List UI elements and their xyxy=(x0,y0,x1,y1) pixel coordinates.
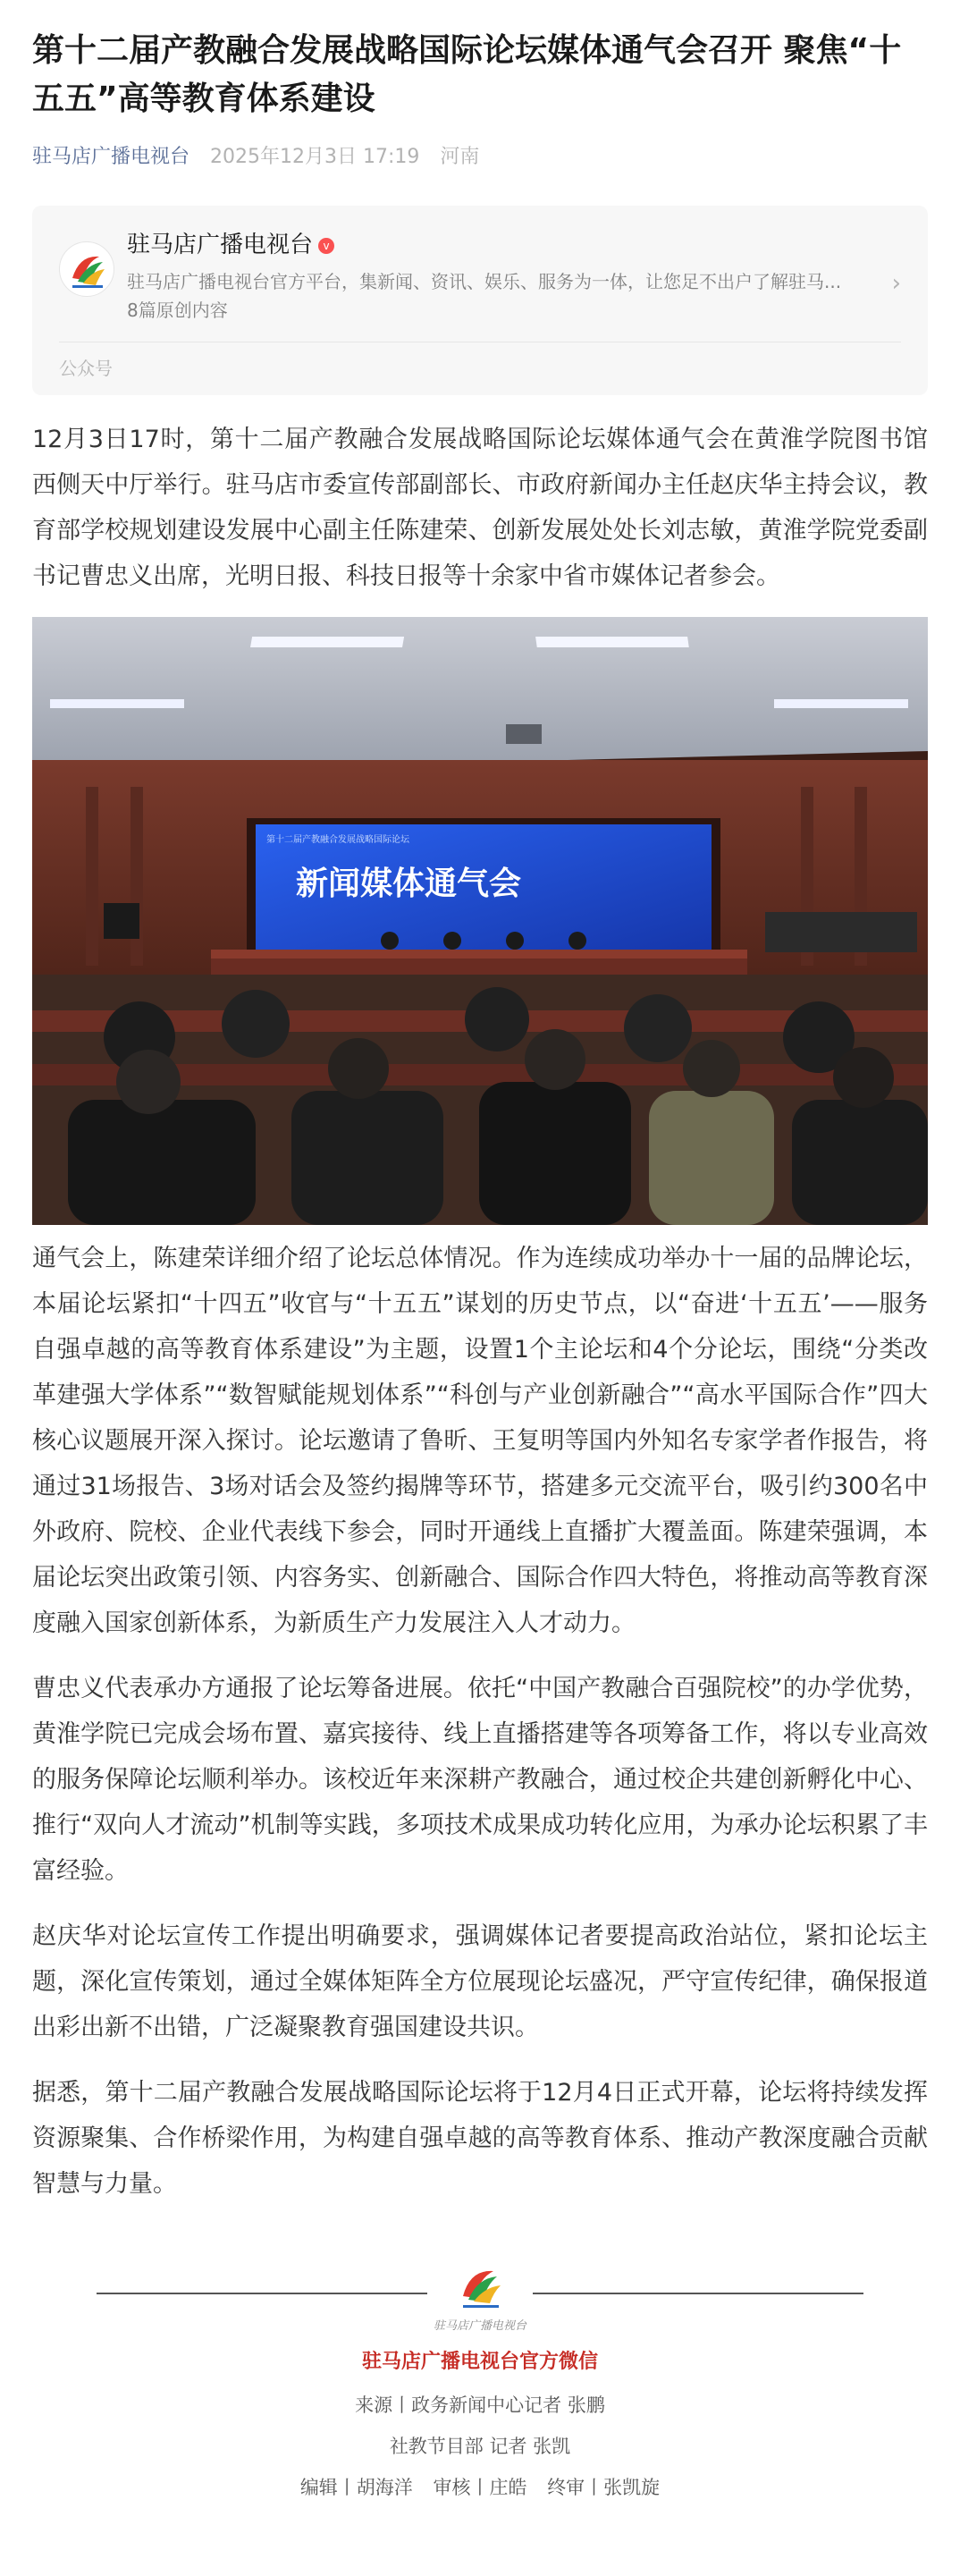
screen-subtitle: 第十二届产教融合发展战略国际论坛 xyxy=(266,835,409,845)
account-kind: 公众号 xyxy=(59,358,113,379)
footer-credit-editors xyxy=(32,2473,928,2500)
footer-line-right xyxy=(533,2293,863,2294)
publish-date: 2025年12月3日 17:19 xyxy=(210,146,420,168)
footer-reviewer: 审核丨庄皓 xyxy=(433,2477,527,2498)
original-count: 8篇原创内容 xyxy=(127,300,228,321)
screen-title: 新闻媒体通气会 xyxy=(296,866,522,902)
verified-icon: v xyxy=(318,238,334,254)
footer-editor: 编辑丨胡海洋 xyxy=(299,2477,413,2498)
account-description: 驻马店广播电视台官方平台，集新闻、资讯、娱乐、服务为一体，让您足不出户了解驻马... xyxy=(127,271,842,292)
article-title: 第十二届产教融合发展战略国际论坛媒体通气会召开 聚焦“十五五”高等教育体系建设 xyxy=(32,32,902,117)
account-name xyxy=(127,229,334,261)
footer xyxy=(32,2260,928,2529)
paragraph-2: 通气会上，陈建荣详细介绍了论坛总体情况。作为连续成功举办十一届的品牌论坛，本届论坛紧扣“十四五”收官与“十五五”谋划的历史节点，以“奋进‘十五五’——服务自强卓越的高等教育体系建设”为主题，设置1个主论坛和4个分论坛，围绕“分类改革建强大学体系”“数智赋能规划体系”“科创与产业创新融合”“高水平国际合作”四大核心议题展开深入探讨。论坛邀请了鲁昕、王复明等国内外知名专家学者作报告，将通过31场报告、3场对话会及签约揭牌等环节，搭建多元交流平台，吸引约300名中外政府、院校、企业代表线下参会，同时开通线上直播扩大覆盖面。陈建荣强调，本届论坛突出政策引领、内容务实、创新融合、国际合作四大特色，将推动高等教育深度融入国家创新体系，为新质生产力发展注入人才动力。 xyxy=(32,1245,928,1637)
account-card[interactable] xyxy=(32,206,928,395)
article-meta xyxy=(32,143,928,172)
footer-credit-source: 来源丨政务新闻中心记者 张鹏 xyxy=(355,2394,605,2416)
footer-slogan: 驻马店广播电视台 xyxy=(433,2319,526,2333)
footer-final-review: 终审丨张凯旋 xyxy=(547,2477,661,2498)
footer-official-account: 驻马店广播电视台官方微信 xyxy=(361,2351,598,2373)
meeting-photo[interactable] xyxy=(32,617,928,1225)
footer-credit-department: 社教节目部 记者 张凯 xyxy=(389,2436,571,2457)
paragraph-5: 据悉，第十二届产教融合发展战略国际论坛将于12月4日正式开幕，论坛将持续发挥资源聚集、合作桥梁作用，为构建自强卓越的高等教育体系、推动产教深度融合贡献智慧与力量。 xyxy=(32,2079,928,2198)
paragraph-3: 曹忠义代表承办方通报了论坛筹备进展。依托“中国产教融合百强院校”的办学优势，黄淮学院已完成会场布置、嘉宾接待、线上直播搭建等各项筹备工作，将以专业高效的服务保障论坛顺利举办。该校近年来深耕产教融合，通过校企共建创新孵化中心、推行“双向人才流动”机制等实践，多项技术成果成功转化应用，为承办论坛积累了丰富经验。 xyxy=(32,1675,928,1885)
footer-line-left xyxy=(97,2293,427,2294)
account-avatar xyxy=(59,241,114,297)
station-logo-icon xyxy=(452,2260,509,2314)
account-name-text: 驻马店广播电视台 xyxy=(127,232,314,258)
paragraph-1: 12月3日17时，第十二届产教融合发展战略国际论坛媒体通气会在黄淮学院图书馆西侧天中厅举行。驻马店市委宣传部副部长、市政府新闻办主任赵庆华主持会议，教育部学校规划建设发展中心副主任陈建荣、创新发展处处长刘志敏，黄淮学院党委副书记曹忠义出席，光明日报、科技日报等十余家中省市媒体记者参会。 xyxy=(32,426,928,590)
paragraph-4: 赵庆华对论坛宣传工作提出明确要求，强调媒体记者要提高政治站位，紧扣论坛主题，深化宣传策划，通过全媒体矩阵全方位展现论坛盛况，严守宣传纪律，确保报道出彩出新不出错，广泛凝聚教育强国建设共识。 xyxy=(32,1922,928,2041)
publish-location: 河南 xyxy=(440,146,480,168)
chevron-right-icon[interactable]: › xyxy=(891,270,901,297)
source-link[interactable]: 驻马店广播电视台 xyxy=(32,146,190,168)
